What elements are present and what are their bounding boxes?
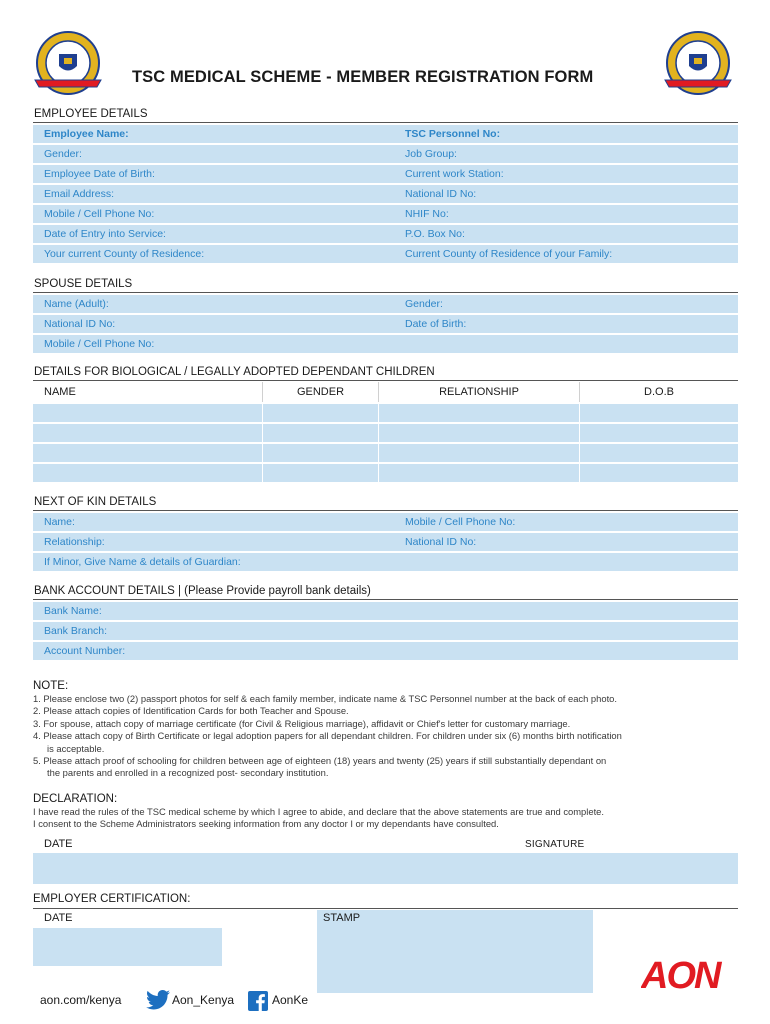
child-name-cell[interactable] (33, 404, 263, 422)
employee-row[interactable] (33, 125, 738, 143)
spouse-row[interactable] (33, 335, 738, 353)
table-row[interactable] (33, 464, 738, 482)
child-name-cell[interactable] (33, 424, 263, 442)
nhif-field[interactable]: NHIF No: (405, 208, 449, 220)
email-field[interactable]: Email Address: (44, 188, 115, 200)
gender-field[interactable]: Gender: (44, 148, 82, 160)
next-of-kin-heading: NEXT OF KIN DETAILS (33, 495, 738, 511)
aon-logo (641, 954, 739, 994)
tsc-logo-right (663, 30, 733, 100)
employer-date-label: DATE (44, 912, 73, 924)
child-gender-cell[interactable] (263, 424, 379, 442)
national-id-field[interactable]: National ID No: (405, 188, 477, 200)
child-relationship-cell[interactable] (379, 464, 580, 482)
spouse-gender-field[interactable]: Gender: (405, 298, 443, 310)
employee-row[interactable] (33, 205, 738, 223)
declaration-date-label: DATE (44, 838, 73, 850)
column-relationship: RELATIONSHIP (379, 382, 580, 402)
work-station-field[interactable]: Current work Station: (405, 168, 504, 180)
spouse-details-section (33, 277, 738, 353)
facebook-handle[interactable]: AonKe (272, 993, 309, 1007)
child-name-cell[interactable] (33, 464, 263, 482)
bank-branch-field[interactable]: Bank Branch: (44, 625, 108, 637)
employee-dob-field[interactable]: Employee Date of Birth: (44, 168, 155, 180)
county-field[interactable]: Your current County of Residence: (44, 248, 205, 260)
kin-row[interactable] (33, 533, 738, 551)
note-item: 2. Please attach copies of Identification Cards for both Teacher and Spouse. (33, 705, 349, 717)
column-name: NAME (33, 382, 263, 402)
page-title: TSC MEDICAL SCHEME - MEMBER REGISTRATION FORM (132, 68, 594, 86)
note-item: 3. For spouse, attach copy of marriage certificate (for Civil & Religious marriage), affidavit or Chief's letter for customary marriage. (33, 717, 571, 729)
po-box-field[interactable]: P.O. Box No: (405, 228, 465, 240)
note-item: is acceptable. (47, 742, 105, 754)
employee-details-heading: EMPLOYEE DETAILS (33, 107, 738, 123)
child-dob-cell[interactable] (580, 444, 738, 462)
spouse-details-heading: SPOUSE DETAILS (33, 277, 738, 293)
table-row[interactable] (33, 444, 738, 462)
table-row[interactable] (33, 404, 738, 422)
tsc-personnel-no-field[interactable]: TSC Personnel No: (405, 128, 501, 140)
employee-row[interactable] (33, 145, 738, 163)
kin-name-field[interactable]: Name: (44, 516, 75, 528)
job-group-field[interactable]: Job Group: (405, 148, 457, 160)
kin-row[interactable] (33, 513, 738, 531)
website-link[interactable]: aon.com/kenya (40, 993, 122, 1007)
declaration-text: I have read the rules of the TSC medical scheme by which I agree to abide, and declare that the above statements are true and complete. (33, 806, 604, 817)
bank-row[interactable] (33, 622, 738, 640)
child-relationship-cell[interactable] (379, 424, 580, 442)
children-table-header (33, 382, 738, 402)
kin-row[interactable] (33, 553, 738, 571)
note-item: 5. Please attach proof of schooling for children between age of eighteen (18) years and twenty (25) years if still substantially dependant on (33, 755, 607, 767)
date-signature-field[interactable] (33, 853, 738, 884)
employee-row[interactable] (33, 165, 738, 183)
employee-row[interactable] (33, 245, 738, 263)
bank-section (33, 584, 738, 660)
note-item: 1. Please enclose two (2) passport photos for self & each family member, indicate name & TSC Personnel number at the back of each photo. (33, 693, 617, 704)
note-item: the parents and enrolled in a recognized post- secondary institution. (47, 767, 329, 779)
bank-empty-field[interactable] (394, 602, 738, 620)
twitter-icon[interactable] (146, 990, 170, 1010)
table-row[interactable] (33, 424, 738, 442)
declaration-title: DECLARATION: (33, 793, 118, 805)
child-gender-cell[interactable] (263, 464, 379, 482)
spouse-row[interactable] (33, 295, 738, 313)
child-dob-cell[interactable] (580, 404, 738, 422)
twitter-handle[interactable]: Aon_Kenya (172, 993, 235, 1007)
child-dob-cell[interactable] (580, 424, 738, 442)
declaration-section (33, 792, 743, 831)
bank-name-field[interactable]: Bank Name: (44, 605, 102, 617)
entry-date-field[interactable]: Date of Entry into Service: (44, 228, 166, 240)
children-section (33, 365, 738, 482)
bank-empty-field[interactable] (394, 642, 738, 660)
column-gender: GENDER (263, 382, 379, 402)
employee-row[interactable] (33, 185, 738, 203)
bank-heading: BANK ACCOUNT DETAILS | (Please Provide payroll bank details) (33, 584, 738, 600)
note-title: NOTE: (33, 680, 69, 692)
spouse-dob-field[interactable]: Date of Birth: (405, 318, 467, 330)
employee-name-field[interactable]: Employee Name: (44, 128, 129, 140)
aon-logo-text: AON (641, 955, 720, 994)
spouse-name-field[interactable]: Name (Adult): (44, 298, 109, 310)
spouse-id-field[interactable]: National ID No: (44, 318, 116, 330)
bank-row[interactable] (33, 602, 738, 620)
stamp-label: STAMP (323, 912, 361, 924)
child-gender-cell[interactable] (263, 444, 379, 462)
note-section (33, 679, 743, 780)
child-relationship-cell[interactable] (379, 404, 580, 422)
guardian-field[interactable]: If Minor, Give Name & details of Guardian: (44, 556, 241, 568)
next-of-kin-section (33, 495, 738, 571)
employee-row[interactable] (33, 225, 738, 243)
spouse-empty-field[interactable] (394, 335, 738, 353)
child-relationship-cell[interactable] (379, 444, 580, 462)
employer-date-field[interactable] (33, 928, 222, 966)
note-item: 4. Please attach copy of Birth Certificate or legal adoption papers for all dependant children. For children under six (6) months birth notification (33, 730, 622, 742)
signature-label: SIGNATURE (525, 839, 585, 850)
tsc-logo-left (33, 30, 103, 100)
declaration-text: I consent to the Scheme Administrators seeking information from any doctor I or my dependants have consulted. (33, 818, 499, 830)
child-name-cell[interactable] (33, 444, 263, 462)
kin-relationship-field[interactable]: Relationship: (44, 536, 105, 548)
spouse-mobile-field[interactable]: Mobile / Cell Phone No: (44, 338, 155, 350)
bank-empty-field[interactable] (394, 622, 738, 640)
mobile-field[interactable]: Mobile / Cell Phone No: (44, 208, 155, 220)
kin-id-field[interactable]: National ID No: (405, 536, 477, 548)
children-heading: DETAILS FOR BIOLOGICAL / LEGALLY ADOPTED DEPENDANT CHILDREN (33, 365, 738, 381)
account-number-field[interactable]: Account Number: (44, 645, 126, 657)
family-county-field[interactable]: Current County of Residence of your Family: (405, 248, 613, 260)
employer-heading: EMPLOYER CERTIFICATION: (33, 892, 738, 909)
employee-details-section (33, 107, 738, 263)
child-gender-cell[interactable] (263, 404, 379, 422)
child-dob-cell[interactable] (580, 464, 738, 482)
spouse-row[interactable] (33, 315, 738, 333)
kin-mobile-field[interactable]: Mobile / Cell Phone No: (405, 516, 516, 528)
facebook-icon[interactable] (248, 991, 268, 1011)
column-dob: D.O.B (644, 386, 674, 398)
stamp-field[interactable] (317, 910, 593, 993)
bank-row[interactable] (33, 642, 738, 660)
kin-empty-field[interactable] (394, 553, 738, 571)
